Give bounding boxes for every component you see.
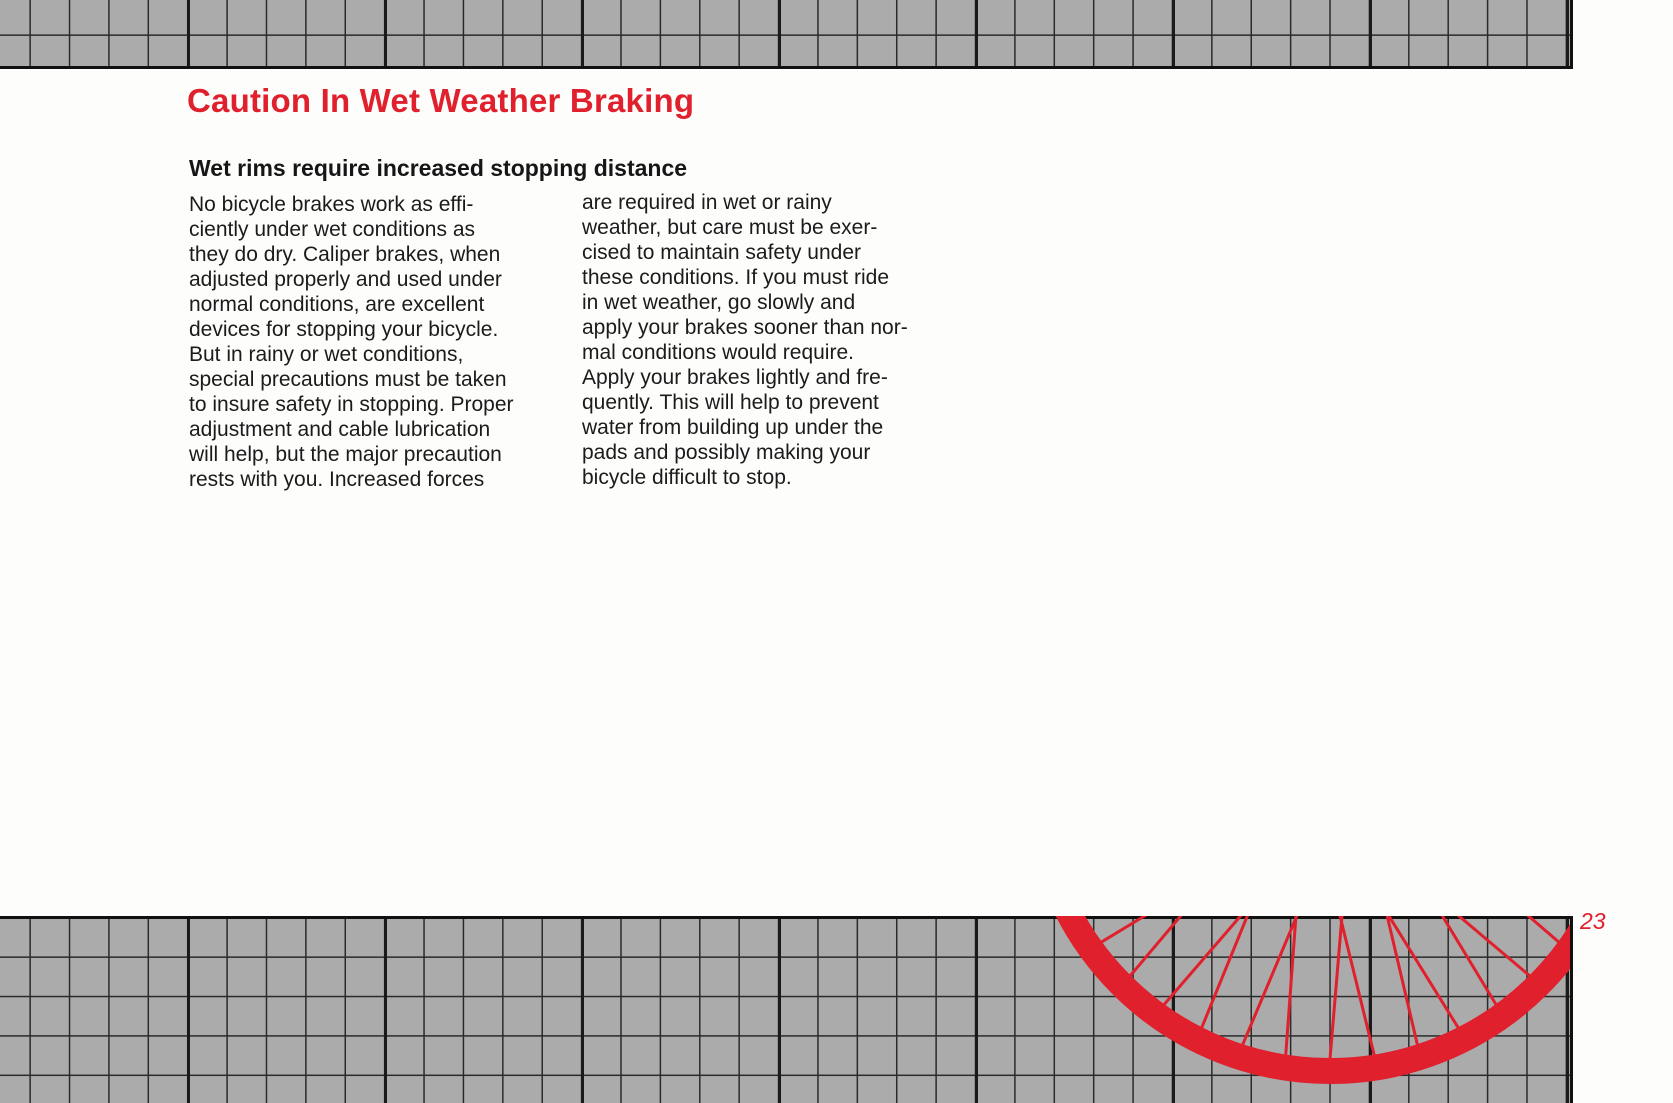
page-title: Caution In Wet Weather Braking [187, 82, 695, 119]
text-line: devices for stopping your bicycle. [189, 318, 499, 341]
wheel-spoke [1339, 916, 1530, 976]
text-line: No bicycle brakes work as effi- [189, 193, 474, 216]
page-number: 23 [1580, 908, 1606, 934]
text-line: bicycle difficult to stop. [582, 466, 792, 489]
top-grid-border [0, 0, 1573, 69]
wheel-spoke [1315, 916, 1375, 1056]
wheel-spoke [1327, 916, 1459, 1028]
text-column-1 [189, 192, 559, 492]
text-line: these conditions. If you must ride [582, 266, 889, 289]
text-line: are required in wet or rainy [582, 191, 832, 214]
text-line: cised to maintain safety under [582, 241, 861, 264]
wheel-spoke [1101, 916, 1315, 942]
wheel-spoke [1360, 916, 1417, 1045]
text-line: they do dry. Caliper brakes, when [189, 243, 501, 266]
text-line: will help, but the major precaution [189, 443, 502, 466]
wheel-spoke [1164, 916, 1327, 1005]
text-line: ciently under wet conditions as [189, 218, 475, 241]
text-line: in wet weather, go slowly and [582, 291, 856, 314]
text-line: adjustment and cable lubrication [189, 418, 491, 441]
text-line: adjusted properly and used under [189, 268, 502, 291]
text-line: normal conditions, are excellent [189, 293, 485, 316]
text-line: pads and possibly making your [582, 441, 871, 464]
wheel-spoke [1202, 916, 1296, 1028]
text-line: special precautions must be taken [189, 368, 507, 391]
text-line: water from building up under the [582, 416, 884, 439]
section-heading: Wet rims require increased stopping distance [189, 155, 688, 181]
text-line: to insure safety in stopping. Proper [189, 393, 514, 416]
text-line: rests with you. Increased forces [189, 468, 485, 491]
text-column-2 [582, 190, 952, 490]
wheel-spoke [1130, 916, 1291, 976]
text-line: quently. This will help to prevent [582, 391, 879, 414]
bicycle-wheel-illustration [0, 916, 1570, 1100]
wheel-spoke [1330, 916, 1351, 1059]
text-line: mal conditions would require. [582, 341, 854, 364]
text-line: apply your brakes sooner than nor- [582, 316, 908, 339]
text-line: weather, but care must be exer- [582, 216, 878, 239]
text-line: But in rainy or wet conditions, [189, 343, 464, 366]
text-line: Apply your brakes lightly and fre- [582, 366, 888, 389]
